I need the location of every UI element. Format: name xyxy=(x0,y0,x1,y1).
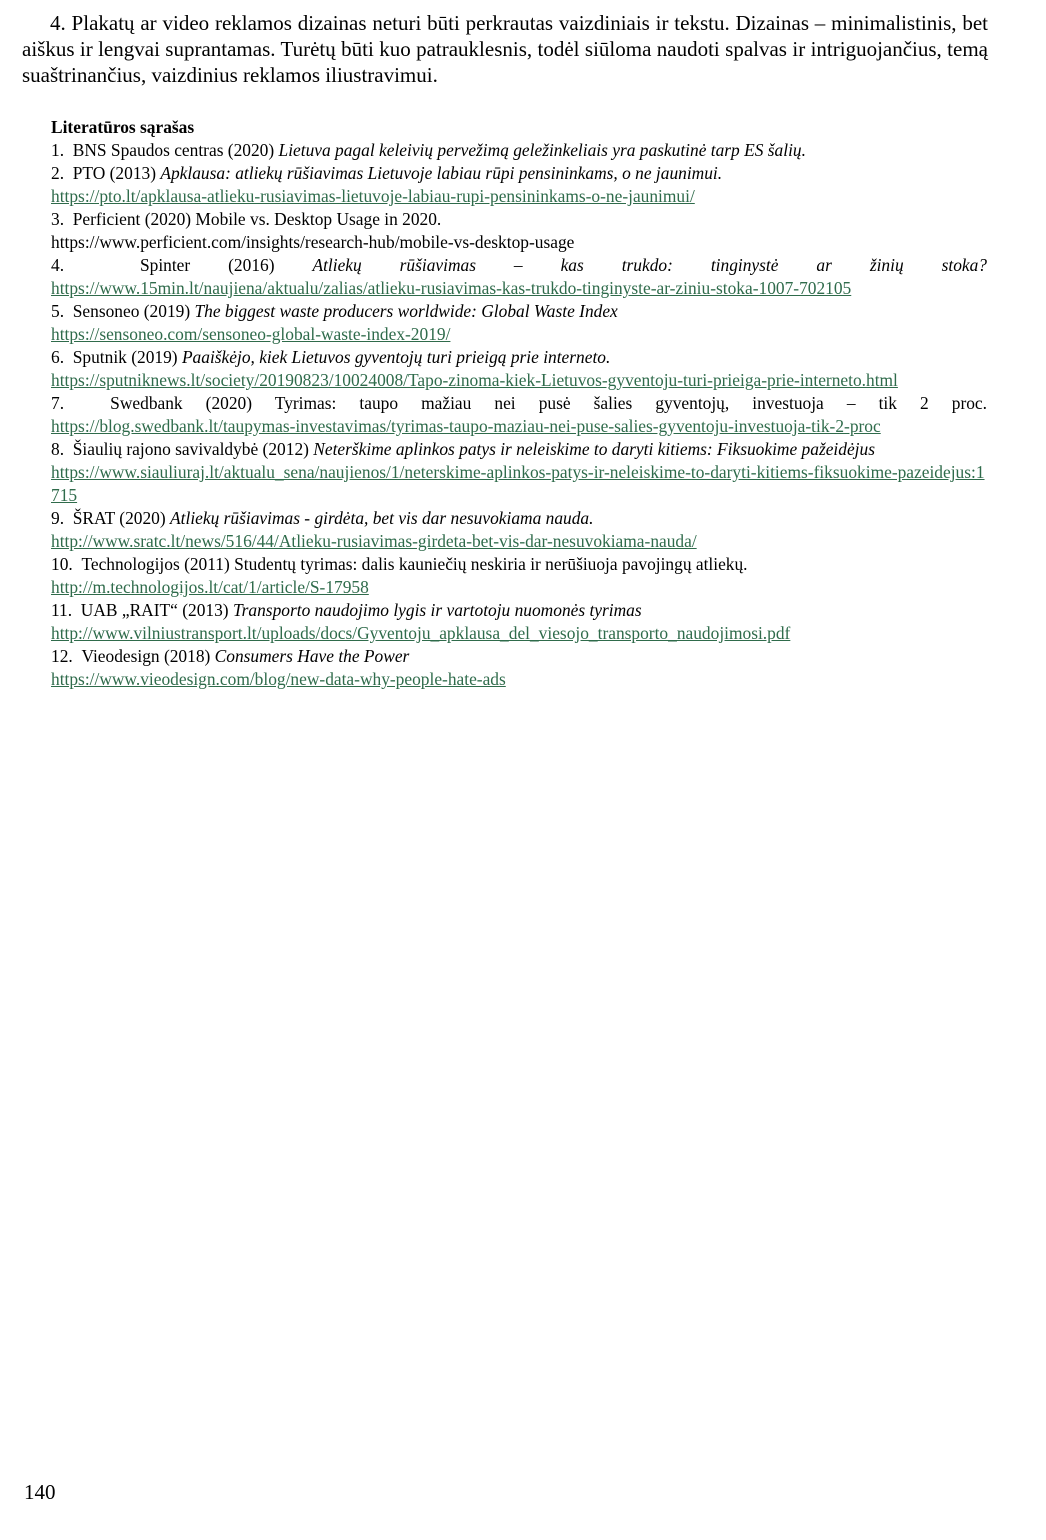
reference-title: Atliekų rūšiavimas - girdėta, bet vis dar nesuvokiama nauda. xyxy=(170,508,594,528)
reference-author: BNS Spaudos centras (2020) xyxy=(72,140,279,160)
reference-item xyxy=(51,254,987,300)
reference-number: 3. xyxy=(51,209,73,229)
reference-link[interactable]: https://www.15min.lt/naujiena/aktualu/zalias/atlieku-rusiavimas-kas-trukdo-tinginyste-ar-ziniu-stoka-1007-702105 xyxy=(51,278,852,298)
reference-item xyxy=(51,346,987,392)
reference-number: 8. xyxy=(51,439,73,459)
reference-author: Vieodesign (2018) xyxy=(81,646,215,666)
reference-link[interactable]: https://sensoneo.com/sensoneo-global-waste-index-2019/ xyxy=(51,324,451,344)
reference-author: ŠRAT (2020) xyxy=(72,508,171,528)
reference-citation xyxy=(51,599,987,622)
reference-item xyxy=(51,599,987,645)
reference-item xyxy=(51,162,987,208)
reference-citation xyxy=(51,300,987,323)
reference-link[interactable]: https://www.vieodesign.com/blog/new-data-why-people-hate-ads xyxy=(51,669,506,689)
reference-link[interactable]: https://www.siauliuraj.lt/aktualu_sena/naujienos/1/neterskime-aplinkos-patys-ir-neleiskime-to-daryti-kitiems-fiksuokime-pazeidejus:1715 xyxy=(51,462,985,505)
reference-citation xyxy=(51,645,987,668)
reference-citation xyxy=(51,553,987,576)
reference-number: 2. xyxy=(51,163,73,183)
reference-title: Neterškime aplinkos patys ir neleiskime to daryti kitiems: Fiksuokime pažeidėjus xyxy=(313,439,875,459)
reference-author: Sensoneo (2019) xyxy=(72,301,195,321)
reference-title: Paaiškėjo, kiek Lietuvos gyventojų turi prieigą prie interneto. xyxy=(181,347,611,367)
reference-plain-url: https://www.perficient.com/insights/research-hub/mobile-vs-desktop-usage xyxy=(51,232,575,252)
reference-title: Apklausa: atliekų rūšiavimas Lietuvoje labiau rūpi pensininkams, o ne jaunimui. xyxy=(160,163,723,183)
reference-item xyxy=(51,553,987,599)
reference-citation xyxy=(51,162,987,185)
reference-citation xyxy=(51,139,987,162)
reference-number: 12. xyxy=(51,646,82,666)
reference-item xyxy=(51,300,987,346)
reference-link[interactable]: https://sputniknews.lt/society/20190823/10024008/Tapo-zinoma-kiek-Lietuvos-gyventoju-turi-prieiga-prie-interneto.html xyxy=(51,370,898,390)
intro-paragraph: 4. Plakatų ar video reklamos dizainas neturi būti perkrautas vaizdiniais ir tekstu. Dizainas – minimalistinis, bet aiškus ir lengvai suprantamas. Turėtų būti kuo patrauklesnis, todėl siūloma naudoti spalvas ir intriguojančius, temą suaštrinančius, vaizdinius reklamos iliustravimui. xyxy=(22,11,988,87)
page-number: 140 xyxy=(24,1480,56,1504)
reference-item xyxy=(51,645,987,691)
references-section xyxy=(51,116,987,691)
reference-title: Lietuva pagal keleivių pervežimą geležinkeliais yra paskutinė tarp ES šalių. xyxy=(278,140,806,160)
reference-item xyxy=(51,208,987,254)
references-title: Literatūros sąrašas xyxy=(51,117,195,137)
reference-citation xyxy=(51,346,987,369)
reference-author: Sputnik (2019) xyxy=(72,347,182,367)
reference-title: Transporto naudojimo lygis ir vartotoju nuomonės tyrimas xyxy=(232,600,642,620)
reference-author: Spinter (2016) xyxy=(139,255,313,275)
reference-link[interactable]: http://www.vilniustransport.lt/uploads/docs/Gyventoju_apklausa_del_viesojo_transporto_naudojimosi.pdf xyxy=(51,623,791,643)
reference-author: UAB „RAIT“ (2013) xyxy=(80,600,233,620)
reference-author: Technologijos (2011) Studentų tyrimas: dalis kauniečių neskiria ir nerūšiuoja pavojingų atliekų. xyxy=(81,554,748,574)
reference-number: 11. xyxy=(51,600,81,620)
reference-number: 6. xyxy=(51,347,73,367)
reference-item xyxy=(51,438,987,507)
reference-author: Perficient (2020) Mobile vs. Desktop Usage in 2020. xyxy=(72,209,442,229)
reference-author: Swedbank (2020) Tyrimas: taupo mažiau nei pusė šalies gyventojų, investuoja – tik 2 proc. xyxy=(110,393,987,413)
reference-title: The biggest waste producers worldwide: Global Waste Index xyxy=(194,301,618,321)
reference-author: Šiaulių rajono savivaldybė (2012) xyxy=(72,439,314,459)
reference-title: Consumers Have the Power xyxy=(214,646,410,666)
reference-title: Atliekų rūšiavimas – kas trukdo: tinginystė ar žinių stoka? xyxy=(312,255,987,275)
reference-number: 1. xyxy=(51,140,73,160)
reference-link[interactable]: http://www.sratc.lt/news/516/44/Atlieku-rusiavimas-girdeta-bet-vis-dar-nesuvokiama-nauda/ xyxy=(51,531,697,551)
reference-citation xyxy=(51,438,987,461)
reference-author: PTO (2013) xyxy=(72,163,161,183)
reference-link[interactable]: https://blog.swedbank.lt/taupymas-investavimas/tyrimas-taupo-maziau-nei-puse-salies-gyventoju-investuoja-tik-2-proc xyxy=(51,416,881,436)
reference-number: 7. xyxy=(51,393,111,413)
reference-number: 5. xyxy=(51,301,73,321)
reference-link[interactable]: https://pto.lt/apklausa-atlieku-rusiavimas-lietuvoje-labiau-rupi-pensininkams-o-ne-jaunimui/ xyxy=(51,186,695,206)
reference-item xyxy=(51,392,987,438)
reference-citation xyxy=(51,392,987,415)
reference-citation xyxy=(51,208,987,231)
reference-number: 9. xyxy=(51,508,73,528)
reference-number: 10. xyxy=(51,554,82,574)
reference-citation xyxy=(51,254,987,277)
reference-number: 4. xyxy=(51,255,140,275)
reference-citation xyxy=(51,507,987,530)
reference-item xyxy=(51,139,987,162)
reference-item xyxy=(51,507,987,553)
reference-link[interactable]: http://m.technologijos.lt/cat/1/article/S-17958 xyxy=(51,577,369,597)
references-list xyxy=(51,139,987,691)
intro-text-block xyxy=(22,10,988,88)
